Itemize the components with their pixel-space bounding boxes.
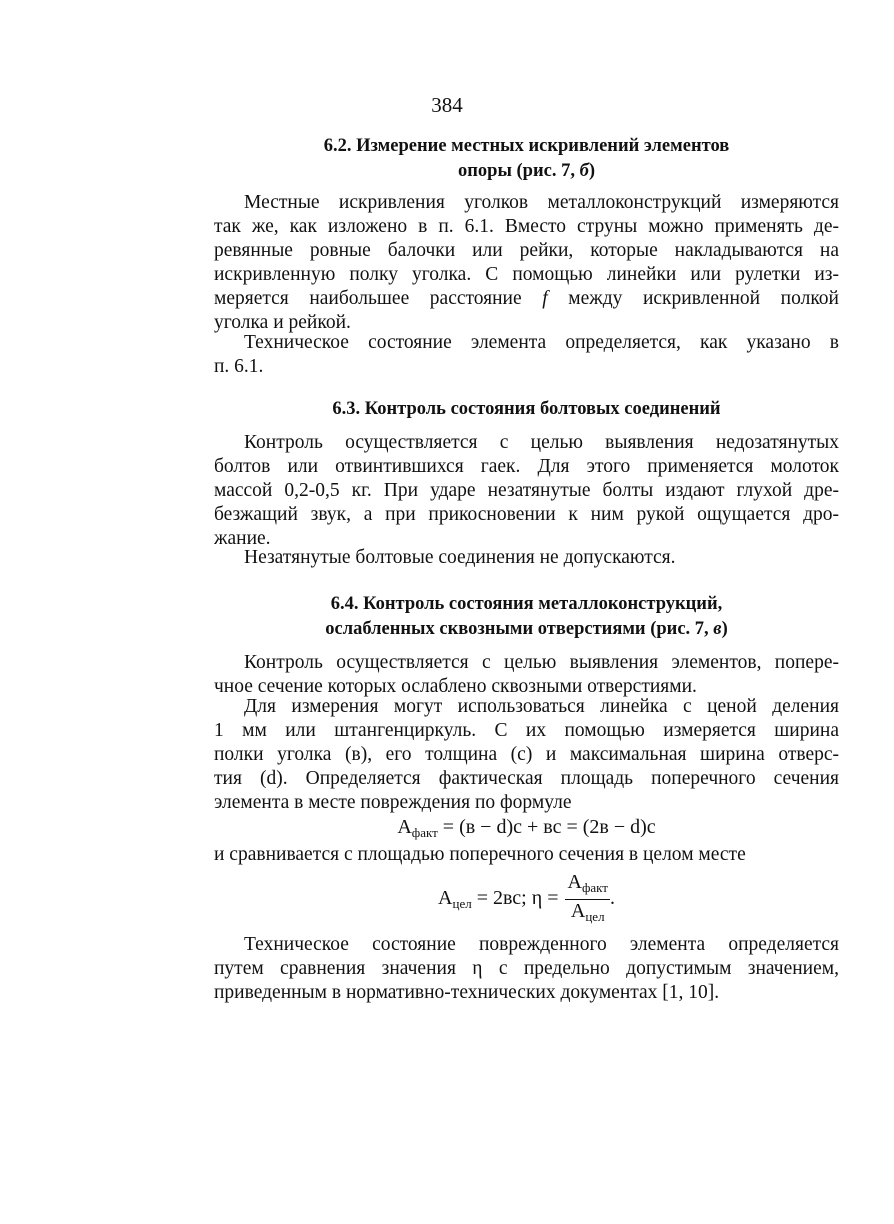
text-line: так же, как изложено в п. 6.1. Вместо струны можно применять де- (214, 216, 839, 237)
text-line: путем сравнения значения η с предельно допустимым значением, (214, 958, 839, 979)
text-line: Техническое состояние элемента определяется, как указано в (244, 332, 839, 353)
heading-text: опоры (рис. 7, (458, 161, 580, 181)
heading-line: 6.2. Измерение местных искривлений элементов (323, 136, 730, 156)
section-6-4-paragraph-2 (214, 695, 839, 815)
heading-line (214, 617, 839, 642)
heading-italic: в (713, 619, 722, 639)
text-line: Контроль осуществляется с целью выявления элементов, попере- (244, 652, 839, 673)
section-6-4-paragraph-3 (214, 843, 839, 867)
section-6-2-heading (214, 134, 839, 184)
fraction-denominator (565, 900, 609, 928)
section-6-4-paragraph-1 (214, 651, 839, 699)
text-line: безжащий звук, а при прикосновении к ним рукой ощущается дро- (214, 504, 839, 525)
formula-subscript: факт (581, 880, 608, 895)
text-line: искривленную полку уголка. С помощью линейки или рулетки из- (214, 264, 839, 285)
formula-expression: = 2вс; η = (471, 887, 564, 910)
section-6-3-heading (214, 397, 839, 422)
formula-symbol: А (397, 816, 412, 838)
text-line: 1 мм или штангенциркуль. С их помощью измеряется ширина (214, 720, 839, 741)
text-line: элемента в месте повреждения по формуле (214, 792, 572, 813)
section-6-3-paragraph-2 (214, 546, 839, 570)
formula-area-actual (214, 816, 839, 841)
heading-text: ) (588, 161, 595, 181)
heading-text: ослабленных сквозными отверстиями (рис. 7, (325, 619, 714, 639)
formula-period: . (609, 887, 615, 910)
text-line: болтов или отвинтившихся гаек. Для этого применяется молоток (214, 456, 839, 477)
section-6-2-paragraph-1 (214, 191, 839, 335)
heading-italic: б (579, 161, 589, 181)
formula-ratio (214, 871, 839, 928)
section-6-4-paragraph-4 (214, 933, 839, 1005)
heading-text: ) (721, 619, 728, 639)
heading-line: 6.4. Контроль состояния металлоконструкций, (330, 594, 723, 614)
text-line: Техническое состояние поврежденного элемента определяется (244, 934, 839, 955)
text-run: меряется наибольшее расстояние (214, 288, 543, 309)
formula-symbol: А (438, 887, 453, 910)
formula-expression: = (в − d)с + вс = (2в − d)с (437, 816, 656, 838)
heading-line: 6.3. Контроль состояния болтовых соединений (332, 399, 721, 419)
formula-symbol: А (570, 900, 586, 922)
text-line: жание. (214, 528, 271, 549)
page-number: 384 (431, 93, 463, 117)
formula-subscript: цел (585, 909, 605, 924)
text-line (214, 287, 839, 311)
text-line: и сравнивается с площадью поперечного сечения в целом месте (214, 844, 746, 865)
fraction-numerator (565, 871, 609, 900)
text-line: Контроль осуществляется с целью выявления недозатянутых (244, 432, 839, 453)
section-6-4-heading (214, 592, 839, 642)
formula-subscript: факт (411, 825, 438, 840)
variable-f: f (542, 288, 548, 309)
text-line: Местные искривления уголков металлоконструкций измеряются (244, 192, 839, 213)
text-line: ревянные ровные балочки или рейки, которые накладываются на (214, 240, 839, 261)
text-run: между искривленной полкой (547, 288, 839, 309)
heading-line (214, 159, 839, 184)
formula-subscript: цел (452, 896, 472, 912)
text-line: полки уголка (в), его толщина (с) и максимальная ширина отверс- (214, 744, 839, 765)
text-line: чное сечение которых ослаблено сквозными отверстиями. (214, 676, 697, 697)
formula-symbol: А (567, 871, 582, 893)
text-line: тия (d). Определяется фактическая площадь поперечного сечения (214, 768, 839, 789)
fraction (565, 871, 609, 928)
section-6-3-paragraph-1 (214, 431, 839, 551)
text-line: п. 6.1. (214, 356, 264, 377)
text-line: приведенным в нормативно-технических документах [1, 10]. (214, 982, 720, 1003)
text-line: массой 0,2-0,5 кг. При ударе незатянутые болты издают глухой дре- (214, 480, 839, 501)
text-line: Незатянутые болтовые соединения не допускаются. (244, 547, 676, 568)
section-6-2-paragraph-2 (214, 331, 839, 379)
text-line: уголка и рейкой. (214, 312, 351, 333)
text-line: Для измерения могут использоваться линейка с ценой деления (244, 696, 839, 717)
